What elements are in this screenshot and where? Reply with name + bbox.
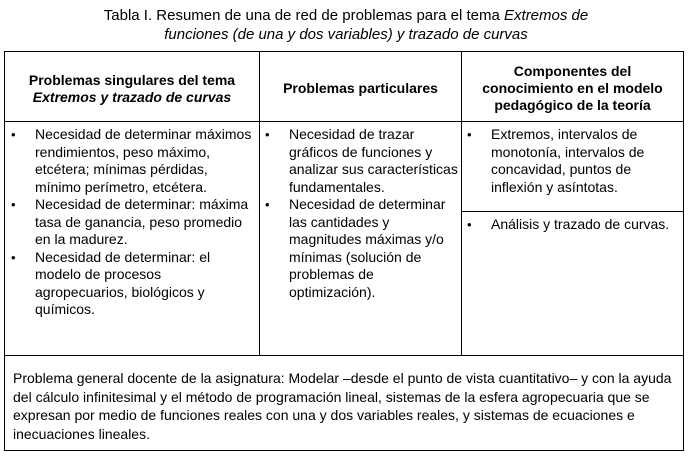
list-item xyxy=(463,126,681,196)
col2-list xyxy=(261,126,459,301)
general-row-divider xyxy=(5,355,683,356)
list-item xyxy=(7,196,255,249)
bullet-icon: • xyxy=(467,127,472,142)
general-problem-text: Problema general docente de la asignatura: Modelar –desde el punto de vista cuantitativo– y con la ayuda del cálculo infinitesimal y el método de programación lineal, sistemas de la esfera agropecuaria que se expresan por medio de funciones reales con una y dos variables reales, y sistemas de ecuaciones e inecuaciones lineales. xyxy=(13,370,672,442)
bullet-icon: • xyxy=(11,197,16,212)
list-item-text: Extremos, intervalos de monotonía, intervalos de concavidad, puntos de inflexión y asíntotas. xyxy=(491,126,645,195)
list-item-text: Necesidad de determinar máximos rendimientos, peso máximo, etcétera; mínimas pérdidas, mínimo perímetro, etcétera. xyxy=(35,126,252,195)
caption-plain-text: Tabla I. Resumen de una de red de problemas para el tema xyxy=(103,7,505,24)
bullet-icon: • xyxy=(11,127,16,142)
header-col2 xyxy=(260,80,461,97)
list-item xyxy=(463,216,681,234)
caption-line-1 xyxy=(0,6,692,25)
header-col3-line3: pedagógico de la teoría xyxy=(494,97,651,113)
header-col3-line1: Componentes del xyxy=(513,63,632,79)
list-item-text: Necesidad de determinar las cantidades y magnitudes máximas y/o mínimas (solución de problemas de optimización). xyxy=(289,196,446,300)
table-caption xyxy=(0,6,692,44)
header-col3-line2: conocimiento en el modelo xyxy=(482,80,663,96)
list-item xyxy=(7,249,255,319)
bullet-icon: • xyxy=(11,249,16,265)
bullet-icon: • xyxy=(265,127,270,142)
list-item xyxy=(261,196,459,301)
header-col2-label: Problemas particulares xyxy=(283,80,438,96)
summary-table xyxy=(4,51,684,451)
bullet-icon: • xyxy=(265,197,270,212)
list-item-text: Necesidad de trazar gráficos de funciones y analizar sus características fundamentales. xyxy=(289,126,458,195)
bullet-icon: • xyxy=(467,217,472,232)
list-item-text: Necesidad de determinar: máxima tasa de ganancia, peso promedio en la madurez. xyxy=(35,196,249,247)
header-col1-line2: Extremos y trazado de curvas xyxy=(32,89,232,105)
caption-italic-text: Extremos de xyxy=(504,7,589,24)
list-item-text: Necesidad de determinar: el modelo de procesos agropecuarios, biológicos y químicos. xyxy=(35,248,211,317)
col3-bottom-list xyxy=(463,216,681,234)
header-col1 xyxy=(5,72,259,106)
list-item xyxy=(7,126,255,196)
col3-row-divider xyxy=(461,211,683,212)
col3-top-list xyxy=(463,126,681,196)
column-divider-1 xyxy=(259,52,260,355)
list-item-text: Análisis y trazado de curvas. xyxy=(491,216,670,232)
list-item xyxy=(261,126,459,196)
header-col3 xyxy=(462,63,683,114)
header-row-divider xyxy=(5,121,683,122)
col1-list xyxy=(7,126,255,319)
caption-line-2: funciones (de una y dos variables) y trazado de curvas xyxy=(164,26,528,43)
header-col1-line1: Problemas singulares del tema xyxy=(28,72,236,88)
